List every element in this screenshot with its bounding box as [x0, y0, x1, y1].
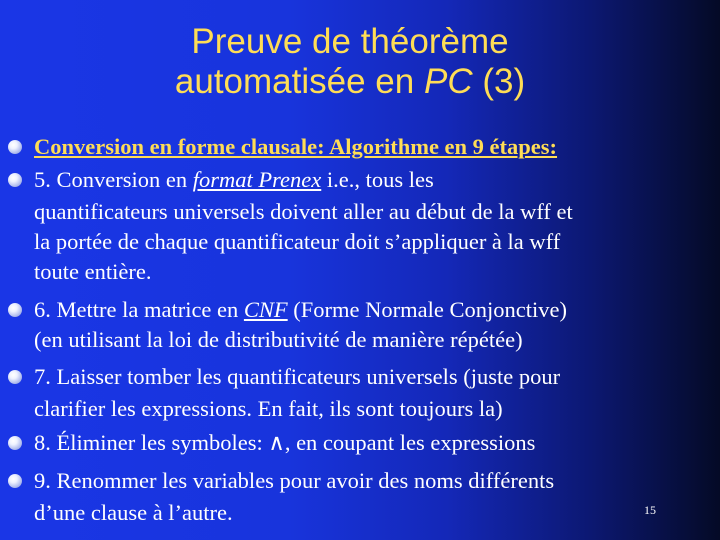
- step7-line2: clarifier les expressions. En fait, ils sont toujours la): [34, 396, 503, 421]
- title-line-2: [70, 62, 630, 102]
- step6-prefix: 6. Mettre la matrice en: [34, 297, 244, 322]
- bullet-icon: [8, 303, 22, 317]
- step6-line1: [34, 297, 567, 323]
- bullet-icon: [8, 140, 22, 154]
- step5-term: format Prenex: [192, 167, 322, 192]
- bullet-icon: [8, 173, 22, 187]
- step6-line2: (en utilisant la loi de distributivité de manière répétée): [34, 327, 523, 352]
- bullet-icon: [8, 436, 22, 450]
- step7-line1: 7. Laisser tomber les quantificateurs universels (juste pour: [34, 364, 561, 389]
- step8-line1: 8. Éliminer les symboles: ∧, en coupant les expressions: [34, 430, 536, 455]
- step9-line2: d’une clause à l’autre.: [34, 500, 233, 525]
- step5-rest: i.e., tous les: [321, 167, 434, 192]
- step5-line2: quantificateurs universels doivent aller au début de la wff et: [34, 199, 573, 224]
- step5-line3: la portée de chaque quantificateur doit s’appliquer à la wff: [34, 229, 561, 254]
- step6-rest: (Forme Normale Conjonctive): [287, 297, 567, 322]
- title-pc: PC: [423, 62, 473, 101]
- step9-line1: 9. Renommer les variables pour avoir des noms différents: [34, 468, 555, 493]
- page-number: 15: [644, 503, 656, 517]
- title-prefix: automatisée en: [174, 62, 424, 101]
- bullet-icon: [8, 370, 22, 384]
- slide-title: [70, 22, 630, 102]
- step6-term: CNF: [243, 297, 288, 322]
- step5-line1: [34, 167, 434, 193]
- title-suffix: (3): [472, 62, 526, 101]
- step5-line4: toute entière.: [34, 259, 152, 284]
- title-line-1: Preuve de théorème: [191, 22, 509, 61]
- heading-line: Conversion en forme clausale: Algorithme en 9 étapes:: [34, 134, 558, 159]
- step5-prefix: 5. Conversion en: [34, 167, 193, 192]
- bullet-icon: [8, 474, 22, 488]
